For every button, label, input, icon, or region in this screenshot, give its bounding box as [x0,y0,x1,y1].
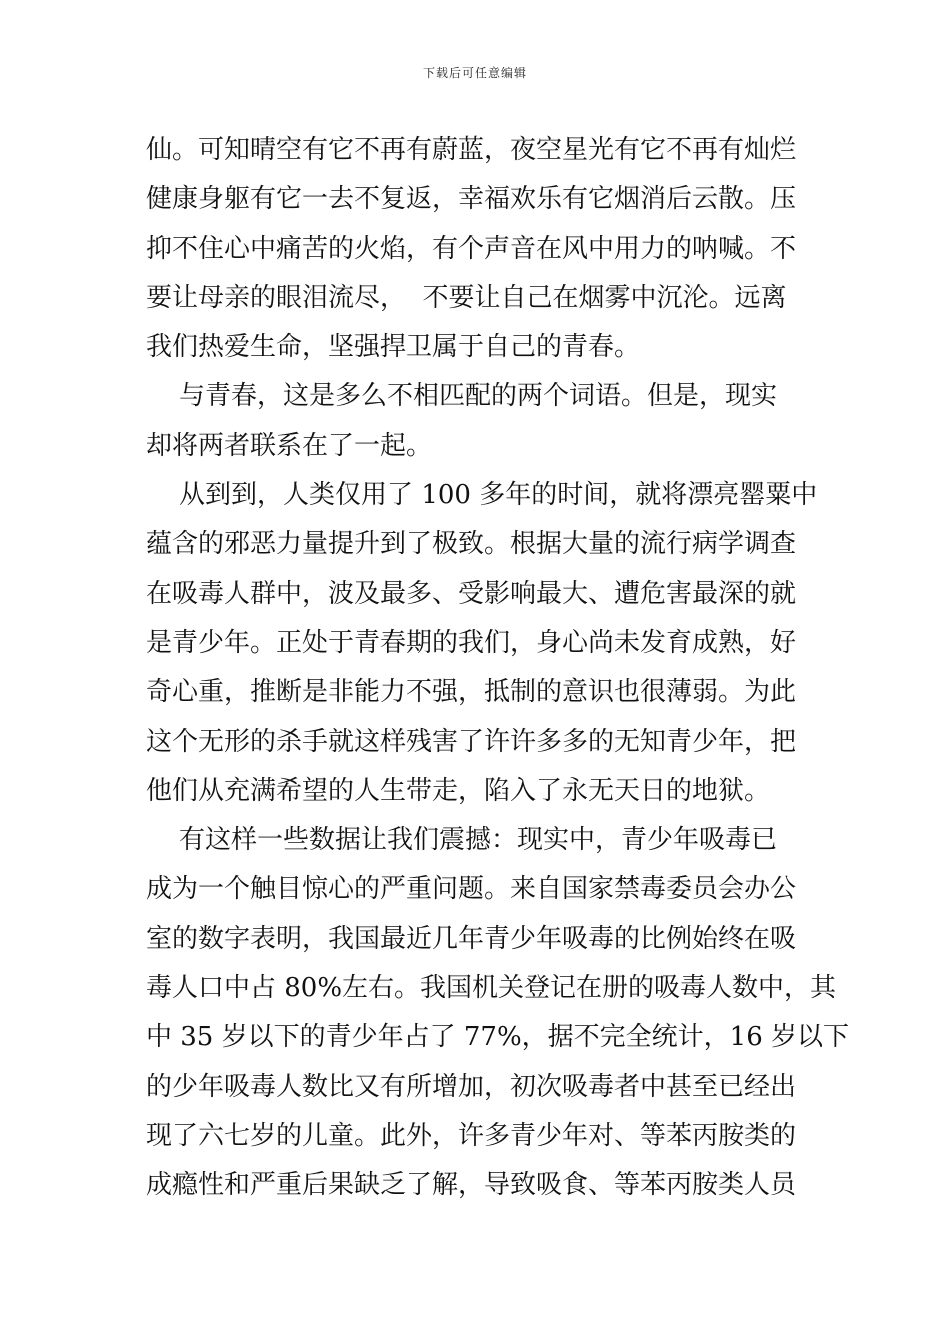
text-line: 成为一个触目惊心的严重问题。来自国家禁毒委员会办公 [146,874,797,905]
document-body [146,126,850,1211]
text-line: 我们热爱生命，坚强捍卫属于自己的青春。 [146,332,641,363]
text-line: 在吸毒人群中，波及最多、受影响最大、遭危害最深的就 [146,578,797,609]
text-line: 中 35 岁以下的青少年占了 77%，据不完全统计，16 岁以下 [146,1022,850,1053]
text-line: 毒人口中占 80%左右。我国机关登记在册的吸毒人数中，其 [146,973,837,1004]
page-header: 下载后可任意编辑 [422,66,527,80]
text-line: 健康身躯有它一去不复返，幸福欢乐有它烟消后云散。压 [146,184,797,215]
text-line: 却将两者联系在了一起。 [146,430,433,461]
text-line: 抑不住心中痛苦的火焰，有个声音在风中用力的呐喊。不 [146,233,797,264]
text-line: 与青春，这是多么不相匹配的两个词语。但是，现实 [146,381,778,412]
text-line: 有这样一些数据让我们震撼：现实中，青少年吸毒已 [146,825,778,856]
text-line: 奇心重，推断是非能力不强，抵制的意识也很薄弱。为此 [146,677,797,708]
text-line: 的少年吸毒人数比又有所增加，初次吸毒者中甚至已经出 [146,1071,797,1102]
text-line: 成瘾性和严重后果缺乏了解，导致吸食、等苯丙胺类人员 [146,1170,797,1201]
text-line: 这个无形的杀手就这样残害了许许多多的无知青少年，把 [146,726,797,757]
text-line: 室的数字表明，我国最近几年青少年吸毒的比例始终在吸 [146,923,797,954]
text-line: 从到到，人类仅用了 100 多年的时间，就将漂亮罂粟中 [146,480,818,511]
text-line: 他们从充满希望的人生带走，陷入了永无天日的地狱。 [146,775,771,806]
text-line: 仙。可知晴空有它不再有蔚蓝，夜空星光有它不再有灿烂 [146,135,797,165]
text-line: 现了六七岁的儿童。此外，许多青少年对、等苯丙胺类的 [146,1120,797,1151]
text-line: 蕴含的邪恶力量提升到了极致。根据大量的流行病学调查 [146,529,797,560]
text-line: 是青少年。正处于青春期的我们，身心尚未发育成熟，好 [146,627,797,658]
text-line: 要让母亲的眼泪流尽， 不要让自己在烟雾中沉沦。远离 [146,282,787,313]
